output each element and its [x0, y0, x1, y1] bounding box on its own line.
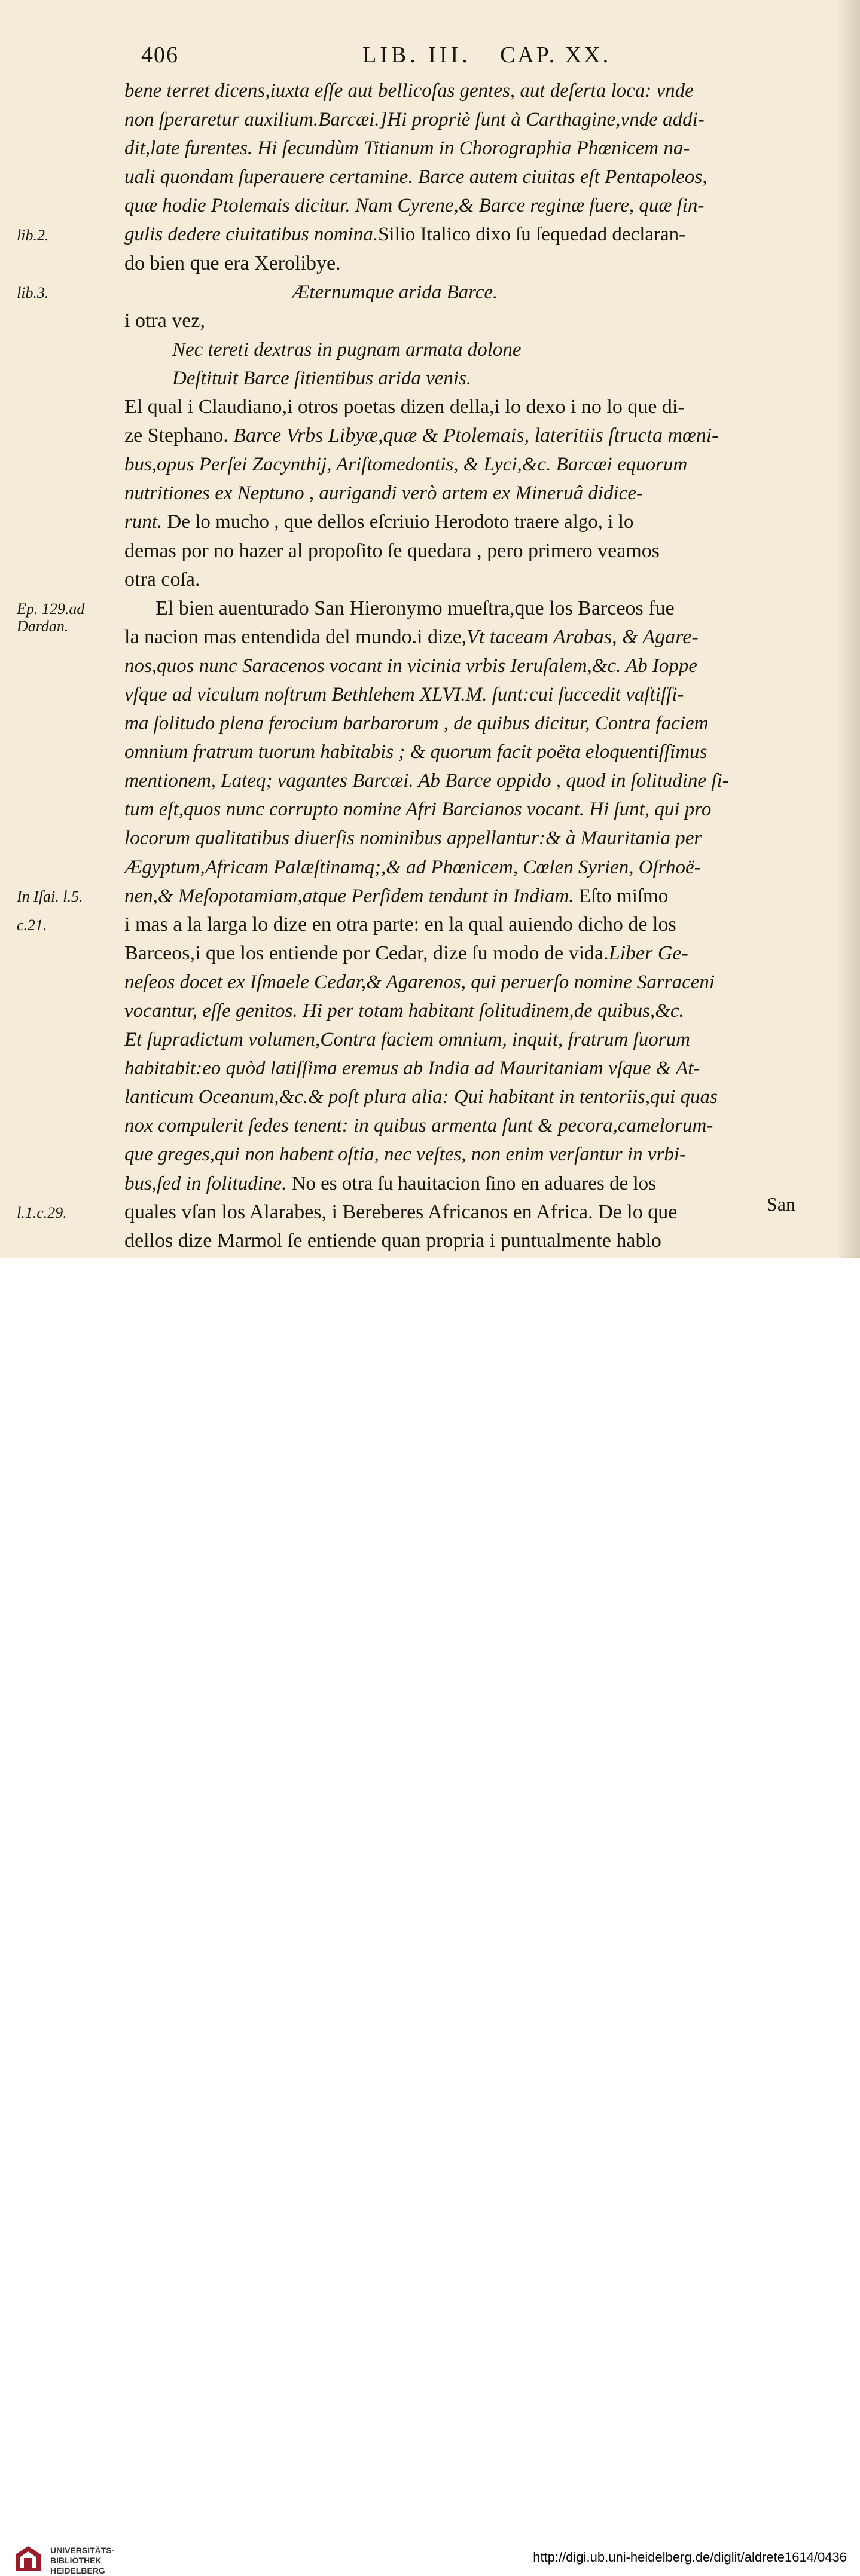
- library-name: UNIVERSITÄTS- BIBLIOTHEK HEIDELBERG: [50, 2546, 115, 2575]
- page-gutter-shadow: [836, 0, 860, 1258]
- text-line-segment: bene terret dicens,iuxta eſſe aut bellicoſas gentes, aut deſerta loca: vnde: [124, 80, 694, 102]
- university-library-logo-icon: [13, 2544, 43, 2574]
- text-line-segment: Et ſupradictum volumen,Contra faciem omnium, inquit, fratrum ſuorum: [124, 1029, 690, 1051]
- chapter-label: CAP. XX.: [500, 42, 611, 68]
- text-line: [124, 307, 818, 335]
- text-line: [124, 393, 818, 421]
- text-line: [124, 566, 818, 594]
- text-line-segment: El bien auenturado San Hieronymo mueſtra,que los Barceos fue: [155, 597, 675, 619]
- text-line: [124, 709, 818, 738]
- text-line-segment: demas por no hazer al propoſito ſe quedara , pero primero veamos: [124, 539, 660, 562]
- text-line-segment: De lo mucho , que dellos eſcriuio Herodoto traere algo, i lo: [162, 511, 634, 533]
- text-line: [124, 191, 818, 220]
- text-line-segment: dit,late furentes. Hi ſecundùm Titianum in Chorographia Phœnicem na-: [124, 137, 690, 160]
- text-line-segment: Silio Italico dixo ſu ſequedad declaran-: [378, 224, 686, 246]
- text-line-segment: bus,opus Perſei Zacynthij, Ariſtomedontis, & Lyci,&c. Barcæi equorum: [124, 454, 688, 476]
- text-line-segment: tum eſt,quos nunc corrupto nomine Afri Barcianos vocant. Hi ſunt, qui pro: [124, 799, 712, 821]
- text-line: [124, 163, 818, 191]
- text-line-segment: Barceos,i que los entiende por Cedar, dize ſu modo de vida.: [124, 942, 609, 964]
- text-line: [124, 766, 818, 795]
- text-line-segment: No es otra ſu hauitacion ſino en aduares de los: [286, 1172, 656, 1194]
- text-line-segment: habitabit:eo quòd latiſſima eremus ab India ad Mauritaniam vſque & At-: [124, 1058, 700, 1080]
- book-page: [0, 0, 860, 1258]
- text-line: [124, 77, 818, 105]
- text-line-segment: que greges,qui non habent oſtia, nec veſtes, non enim verſantur in vrbi-: [124, 1144, 687, 1166]
- text-line-segment: Nec tereti dextras in pugnam armata dolone: [172, 338, 522, 360]
- text-line: [124, 421, 818, 450]
- text-line-segment: gulis dedere ciuitatibus nomina.: [124, 224, 379, 246]
- text-line-segment: Æternumque arida Barce.: [292, 281, 498, 303]
- text-line-segment: locorum qualitatibus diuerſis nominibus appellantur:& à Mauritania per: [124, 827, 702, 850]
- text-line: [124, 1054, 818, 1083]
- text-line: [124, 1198, 818, 1227]
- text-line: [124, 278, 818, 307]
- margin-note: In Iſai. l.5.: [17, 887, 83, 905]
- text-line: [124, 939, 818, 968]
- text-line: [124, 652, 818, 680]
- text-line-segment: ma ſolitudo plena ferocium barbarorum , de quibus dicitur, Contra faciem: [124, 713, 709, 735]
- text-line-segment: mentionem, Lateq; vagantes Barcæi. Ab Barce oppido , quod in ſolitudine ſi-: [124, 770, 729, 792]
- text-line-segment: lanticum Oceanum,&c.& poſt plura alia: Qui habitant in tentoriis,qui quas: [124, 1086, 718, 1108]
- text-line-segment: nos,quos nunc Saracenos vocant in vicinia vrbis Ieruſalem,&c. Ab Ioppe: [124, 655, 698, 677]
- text-line: [124, 335, 818, 364]
- margin-note: l.1.c.29.: [17, 1203, 67, 1221]
- body-text: [124, 77, 818, 1255]
- text-line: [124, 508, 818, 536]
- text-line: [124, 853, 818, 882]
- document-url[interactable]: http://digi.ub.uni-heidelberg.de/diglit/aldrete1614/0436: [533, 2550, 847, 2565]
- text-line: [124, 968, 818, 997]
- text-line-segment: vſque ad viculum noſtrum Bethlehem XLVI.M. ſunt:cui ſuccedit vaſtiſſi-: [124, 683, 684, 705]
- text-line: [124, 105, 818, 134]
- text-line: [124, 220, 818, 249]
- text-line: [124, 1169, 818, 1198]
- text-line-segment: El qual i Claudiano,i otros poetas dizen della,i lo dexo i no lo que di-: [124, 396, 685, 418]
- viewer-footer: [0, 1258, 860, 2575]
- text-line: [124, 1025, 818, 1054]
- book-label: LIB. III.: [362, 42, 471, 68]
- text-line: [124, 882, 818, 910]
- text-line-segment: nox compulerit ſedes tenent: in quibus armenta ſunt & pecora,camelorum-: [124, 1115, 713, 1137]
- text-line-segment: dellos dize Marmol ſe entiende quan propria i puntualmente hablo: [124, 1229, 661, 1252]
- text-line: [124, 249, 818, 278]
- text-line-segment: nutritiones ex Neptuno , aurigandi verò artem ex Mineruâ didice-: [124, 482, 643, 505]
- text-line-segment: uali quondam ſuperauere certamine. Barce autem ciuitas eſt Pentapoleos,: [124, 166, 707, 188]
- margin-note: lib.3.: [17, 283, 49, 301]
- text-line-segment: do bien que era Xerolibye.: [124, 252, 341, 274]
- text-line-segment: Eſto miſmo: [574, 885, 669, 907]
- text-line: [124, 1111, 818, 1140]
- text-line-segment: nen,& Meſopotamiam,atque Perſidem tendunt in Indiam.: [124, 885, 574, 907]
- text-line: [124, 479, 818, 508]
- text-line: [124, 795, 818, 824]
- text-line: [124, 623, 818, 652]
- text-line-segment: la nacion mas entendida del mundo.i dize,: [124, 625, 467, 648]
- text-line-segment: Ægyptum,Africam Palæſtinamq;,& ad Phœnicem, Cœlen Syrien, Oſrhoë-: [124, 856, 701, 878]
- text-line: [124, 364, 818, 393]
- text-line-segment: vocantur, eſſe genitos. Hi per totam habitant ſolitudinem,de quibus,&c.: [124, 1000, 684, 1022]
- text-line-segment: Deſtituit Barce ſitientibus arida venis.: [172, 367, 472, 389]
- text-line: [124, 680, 818, 709]
- margin-note: Ep. 129.ad: [17, 600, 85, 618]
- text-line: [124, 537, 818, 566]
- text-line-segment: otra coſa.: [124, 568, 200, 591]
- margin-note: lib.2.: [17, 226, 49, 244]
- text-line-segment: Vt taceam Arabas, & Agare-: [466, 625, 699, 648]
- text-line: [124, 910, 818, 939]
- margin-note: Dardan.: [17, 617, 69, 635]
- text-line-segment: runt.: [124, 511, 163, 533]
- text-line: [124, 1083, 818, 1111]
- text-line-segment: non ſperaretur auxilium.Barcæi.]Hi propriè ſunt à Carthagine,vnde addi-: [124, 109, 705, 131]
- text-line: [124, 450, 818, 479]
- text-line: [124, 997, 818, 1025]
- text-line-segment: quæ hodie Ptolemais dicitur. Nam Cyrene,& Barce reginæ fuere, quæ ſin-: [124, 195, 705, 217]
- text-line-segment: neſeos docet ex Iſmaele Cedar,& Agarenos, qui peruerſo nomine Sarraceni: [124, 971, 715, 993]
- text-line-segment: Barce Vrbs Libyæ,quæ & Ptolemais, lateritiis ſtructa mœni-: [233, 424, 719, 447]
- text-line-segment: ze Stephano.: [124, 424, 234, 447]
- text-line: [124, 594, 818, 623]
- running-header: [141, 42, 645, 74]
- text-line: [124, 824, 818, 852]
- text-line-segment: bus,ſed in ſolitudine.: [124, 1172, 287, 1194]
- text-line: [124, 134, 818, 163]
- text-line-segment: i otra vez,: [124, 309, 205, 332]
- text-line-segment: i mas a la larga lo dize en otra parte: en la qual auiendo dicho de los: [124, 913, 676, 936]
- text-line: [124, 738, 818, 766]
- catchword: San: [767, 1193, 795, 1215]
- text-line-segment: Liber Ge-: [608, 942, 688, 964]
- text-line: [124, 1140, 818, 1169]
- text-line-segment: omnium fratrum tuorum habitabis ; & quorum facit poëta eloquentiſſimus: [124, 741, 707, 763]
- margin-note: c.21.: [17, 916, 47, 934]
- text-line-segment: quales vſan los Alarabes, i Bereberes Africanos en Africa. De lo que: [124, 1200, 678, 1223]
- page-number: 406: [141, 42, 179, 68]
- text-line: [124, 1227, 818, 1255]
